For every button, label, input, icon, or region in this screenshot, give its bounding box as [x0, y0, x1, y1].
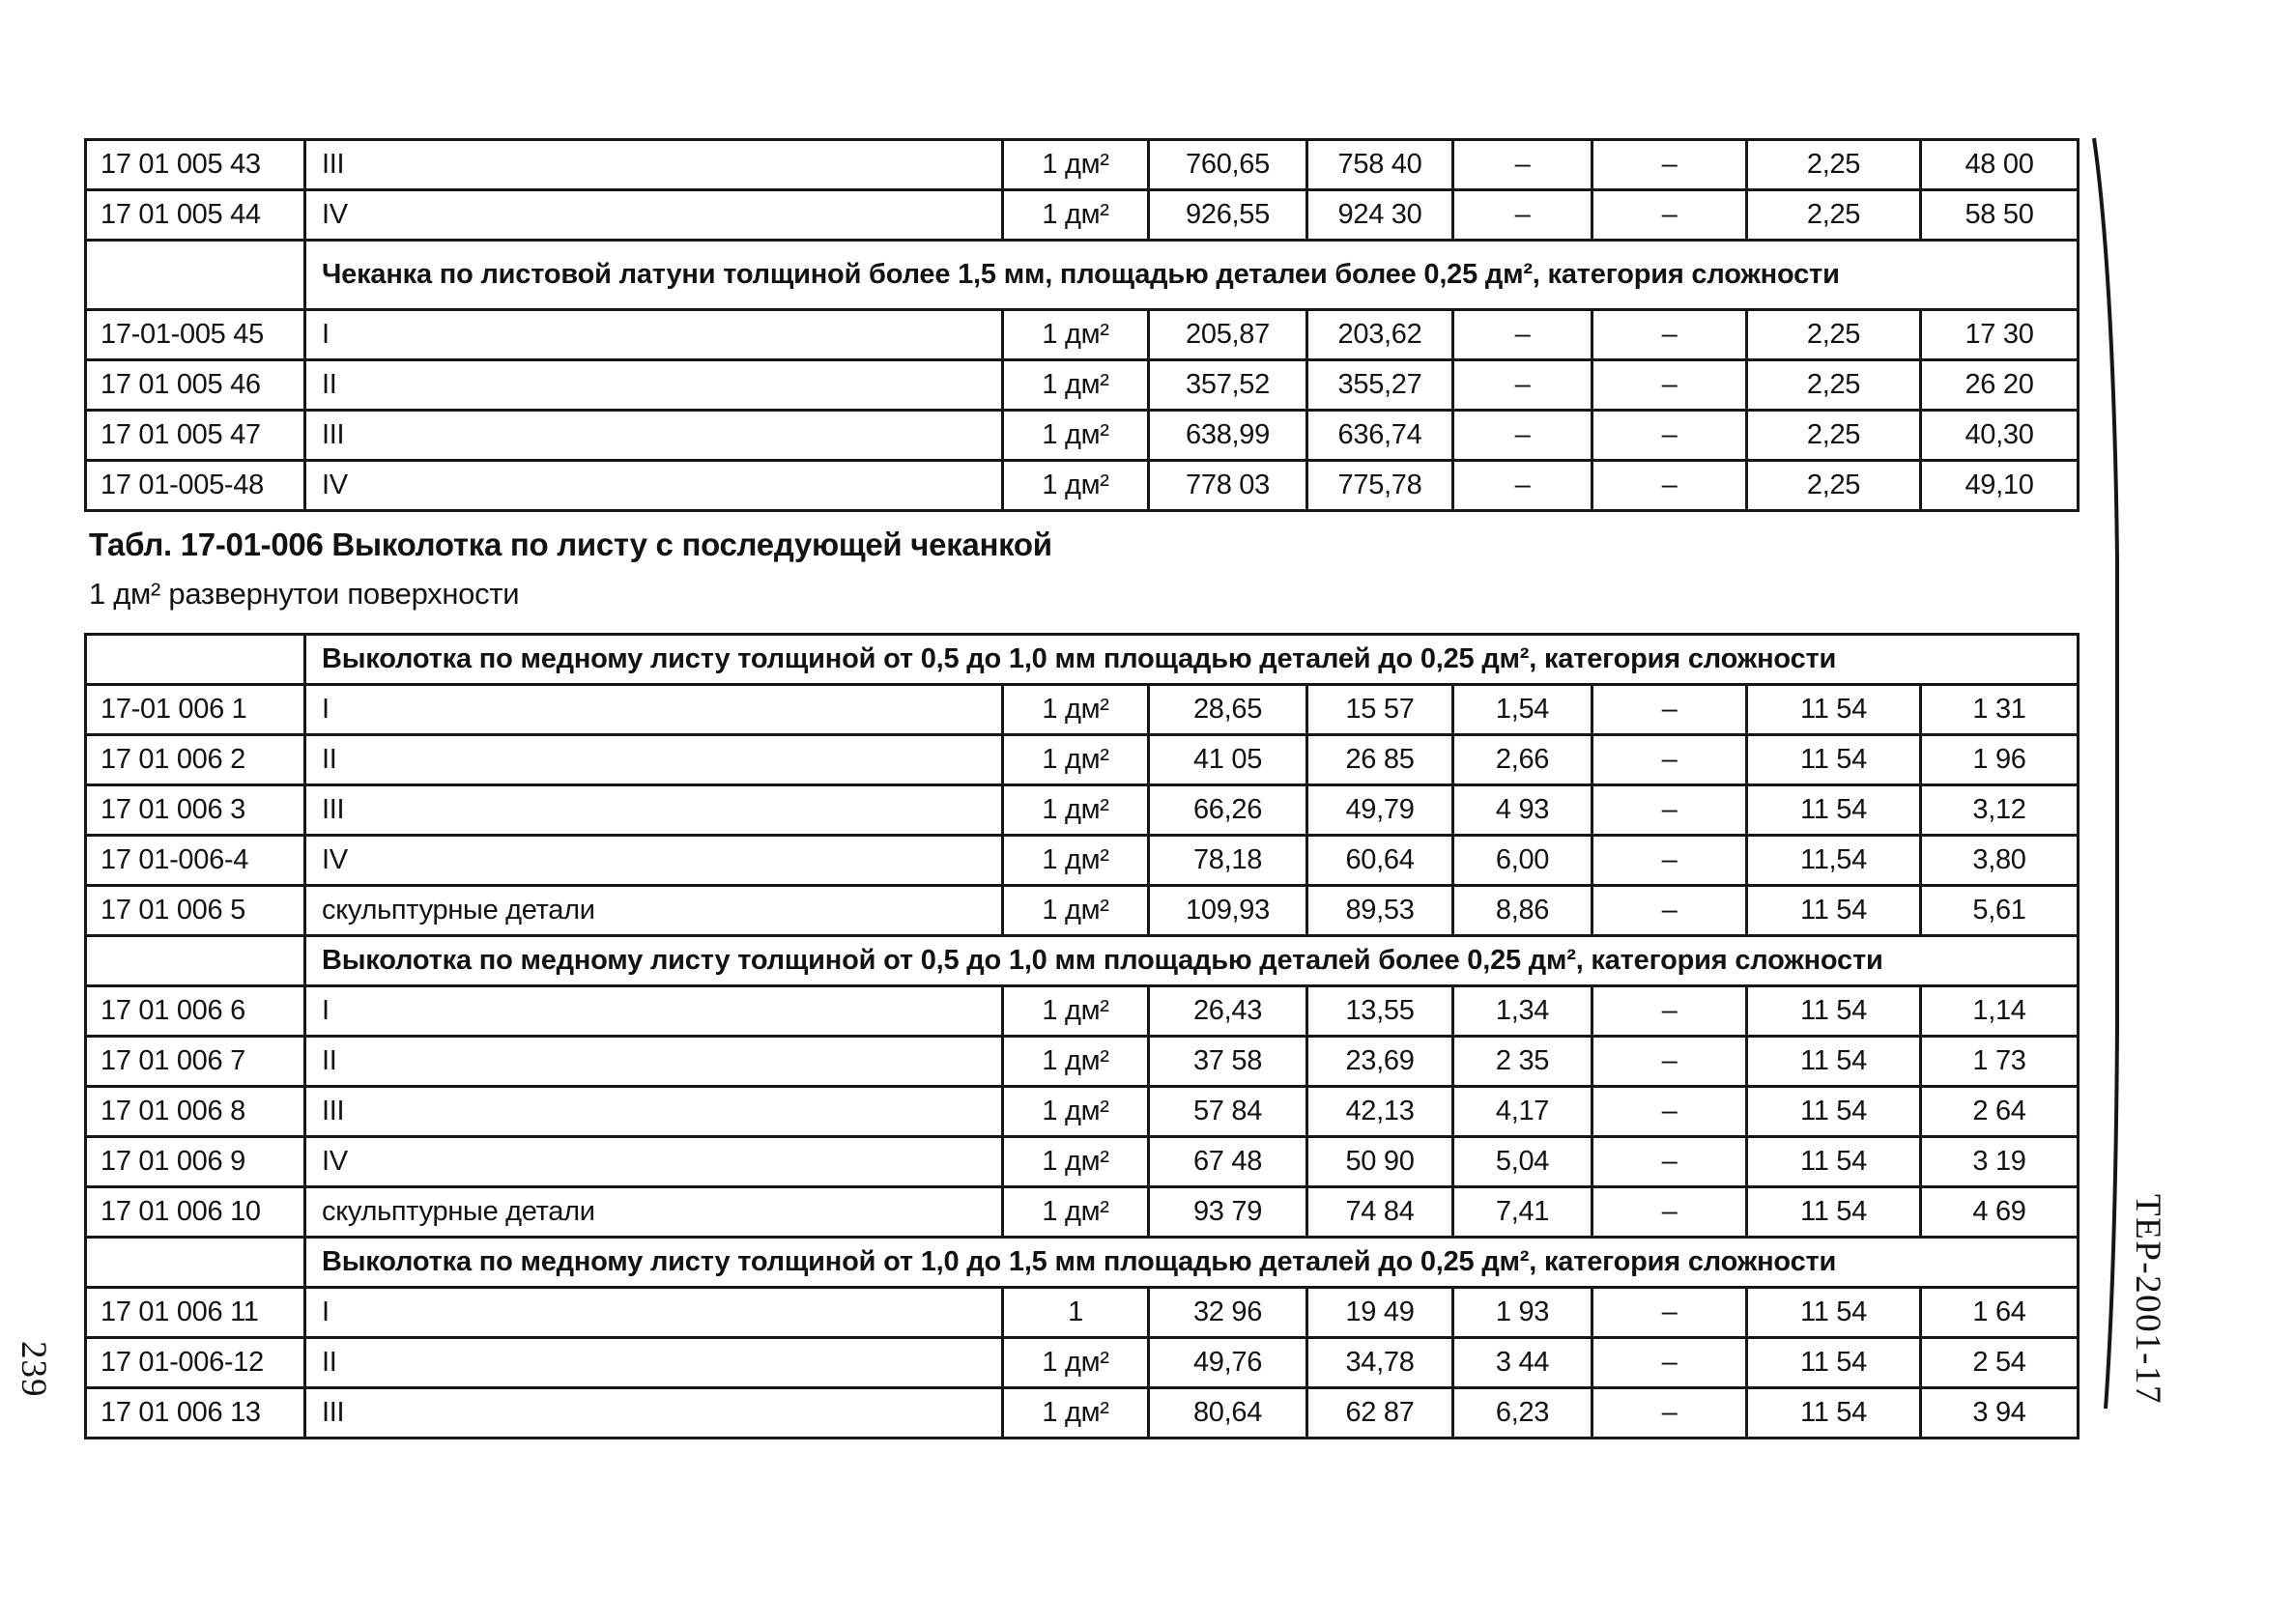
cell-value-2: 924 30 [1308, 191, 1454, 242]
cell-unit: 1 дм² [1004, 1088, 1150, 1138]
cell-description: IV [306, 1138, 1004, 1188]
cell-value-4: – [1593, 361, 1748, 412]
cell-value-5: 11 54 [1748, 1088, 1922, 1138]
cell-value-6: 5,61 [1922, 887, 2080, 937]
cell-value-6: 2 54 [1922, 1339, 2080, 1389]
cell-description: I [306, 1289, 1004, 1339]
cell-unit: 1 дм² [1004, 462, 1150, 512]
cell-code: 17 01 006 6 [87, 987, 306, 1038]
cell-code: 17 01 005 44 [87, 191, 306, 242]
cell-value-5: 2,25 [1748, 412, 1922, 462]
section-header: Выколотка по медному листу толщиной от 0,5 до 1,0 мм площадью деталей до 0,25 дм², категория сложности [306, 636, 2080, 686]
document-code-vertical: ТЕР-2001-17 [2128, 1194, 2167, 1405]
cell-description: IV [306, 191, 1004, 242]
cell-value-5: 11,54 [1748, 837, 1922, 887]
cell-value-3: 4 93 [1454, 786, 1593, 837]
cell-value-3: 3 44 [1454, 1339, 1593, 1389]
cell-value-6: 1 31 [1922, 686, 2080, 736]
cell-value-6: 58 50 [1922, 191, 2080, 242]
rates-table-17-01-006 [84, 633, 2080, 1439]
cell-value-3: – [1454, 141, 1593, 191]
cell-unit: 1 дм² [1004, 987, 1150, 1038]
cell-value-4: – [1593, 1389, 1748, 1439]
cell-value-3: 1,54 [1454, 686, 1593, 736]
cell-description: II [306, 1038, 1004, 1088]
cell-value-1: 28,65 [1150, 686, 1308, 736]
cell-value-6: 1 64 [1922, 1289, 2080, 1339]
cell-description: скульптурные детали [306, 1188, 1004, 1239]
cell-value-5: 11 54 [1748, 736, 1922, 786]
cell-unit: 1 дм² [1004, 736, 1150, 786]
cell-value-4: – [1593, 786, 1748, 837]
cell-description: I [306, 311, 1004, 361]
cell-code: 17 01 005 47 [87, 412, 306, 462]
cell-value-1: 778 03 [1150, 462, 1308, 512]
cell-unit: 1 дм² [1004, 1339, 1150, 1389]
cell-value-6: 49,10 [1922, 462, 2080, 512]
cell-value-5: 11 54 [1748, 1289, 1922, 1339]
cell-value-1: 37 58 [1150, 1038, 1308, 1088]
cell-value-3: 6,23 [1454, 1389, 1593, 1439]
cell-value-6: 26 20 [1922, 361, 2080, 412]
cell-value-1: 205,87 [1150, 311, 1308, 361]
cell-value-2: 89,53 [1308, 887, 1454, 937]
cell-code-empty [87, 636, 306, 686]
cell-value-3: 8,86 [1454, 887, 1593, 937]
cell-value-2: 62 87 [1308, 1389, 1454, 1439]
cell-value-2: 34,78 [1308, 1339, 1454, 1389]
cell-value-6: 48 00 [1922, 141, 2080, 191]
cell-unit: 1 дм² [1004, 361, 1150, 412]
cell-unit: 1 дм² [1004, 141, 1150, 191]
cell-value-6: 3 19 [1922, 1138, 2080, 1188]
cell-unit: 1 дм² [1004, 191, 1150, 242]
cell-description: I [306, 686, 1004, 736]
section-header: Чеканка по листовой латуни толщиной более 1,5 мм, площадью деталеи более 0,25 дм², категория сложности [306, 242, 2080, 311]
cell-value-4: – [1593, 686, 1748, 736]
cell-value-2: 60,64 [1308, 837, 1454, 887]
cell-value-4: – [1593, 987, 1748, 1038]
cell-value-4: – [1593, 1339, 1748, 1389]
cell-description: II [306, 736, 1004, 786]
cell-code: 17 01 006 5 [87, 887, 306, 937]
cell-value-1: 357,52 [1150, 361, 1308, 412]
cell-value-4: – [1593, 141, 1748, 191]
cell-value-5: 11 54 [1748, 1389, 1922, 1439]
cell-unit: 1 дм² [1004, 786, 1150, 837]
cell-value-3: 2 35 [1454, 1038, 1593, 1088]
section-header: Выколотка по медному листу толщиной от 0,5 до 1,0 мм площадью деталей более 0,25 дм², категория сложности [306, 937, 2080, 987]
cell-value-6: 40,30 [1922, 412, 2080, 462]
cell-value-2: 19 49 [1308, 1289, 1454, 1339]
cell-value-3: 4,17 [1454, 1088, 1593, 1138]
cell-value-3: 7,41 [1454, 1188, 1593, 1239]
cell-description: IV [306, 837, 1004, 887]
cell-code: 17 01 006 11 [87, 1289, 306, 1339]
cell-description: III [306, 786, 1004, 837]
cell-value-2: 15 57 [1308, 686, 1454, 736]
cell-value-6: 3,12 [1922, 786, 2080, 837]
cell-description: II [306, 1339, 1004, 1389]
cell-value-3: 5,04 [1454, 1138, 1593, 1188]
cell-code: 17 01 006 3 [87, 786, 306, 837]
cell-value-1: 57 84 [1150, 1088, 1308, 1138]
cell-value-6: 4 69 [1922, 1188, 2080, 1239]
cell-value-2: 355,27 [1308, 361, 1454, 412]
cell-code: 17 01 006 2 [87, 736, 306, 786]
cell-value-4: – [1593, 412, 1748, 462]
cell-value-2: 758 40 [1308, 141, 1454, 191]
cell-value-5: 2,25 [1748, 141, 1922, 191]
cell-value-4: – [1593, 462, 1748, 512]
cell-value-4: – [1593, 1188, 1748, 1239]
cell-code: 17 01 006 8 [87, 1088, 306, 1138]
cell-value-3: 1,34 [1454, 987, 1593, 1038]
cell-value-5: 11 54 [1748, 1038, 1922, 1088]
cell-code: 17 01 006 13 [87, 1389, 306, 1439]
cell-code-empty [87, 937, 306, 987]
cell-description: III [306, 1088, 1004, 1138]
cell-value-4: – [1593, 311, 1748, 361]
cell-value-1: 67 48 [1150, 1138, 1308, 1188]
cell-value-1: 926,55 [1150, 191, 1308, 242]
cell-value-4: – [1593, 736, 1748, 786]
cell-value-6: 17 30 [1922, 311, 2080, 361]
cell-description: III [306, 412, 1004, 462]
cell-value-1: 760,65 [1150, 141, 1308, 191]
cell-value-2: 50 90 [1308, 1138, 1454, 1188]
cell-value-5: 11 54 [1748, 1339, 1922, 1389]
cell-code-empty [87, 1239, 306, 1289]
cell-value-3: – [1454, 412, 1593, 462]
cell-value-2: 23,69 [1308, 1038, 1454, 1088]
cell-value-2: 13,55 [1308, 987, 1454, 1038]
cell-value-6: 1 73 [1922, 1038, 2080, 1088]
cell-unit: 1 дм² [1004, 887, 1150, 937]
cell-value-1: 638,99 [1150, 412, 1308, 462]
cell-code: 17 01 005 46 [87, 361, 306, 412]
cell-value-1: 93 79 [1150, 1188, 1308, 1239]
cell-value-3: – [1454, 191, 1593, 242]
cell-value-5: 11 54 [1748, 786, 1922, 837]
section-header: Выколотка по медному листу толщиной от 1,0 до 1,5 мм площадью деталей до 0,25 дм², категория сложности [306, 1239, 2080, 1289]
cell-value-1: 66,26 [1150, 786, 1308, 837]
cell-value-2: 49,79 [1308, 786, 1454, 837]
cell-code: 17-01-005 45 [87, 311, 306, 361]
cell-value-1: 49,76 [1150, 1339, 1308, 1389]
cell-value-2: 636,74 [1308, 412, 1454, 462]
cell-value-3: 6,00 [1454, 837, 1593, 887]
cell-value-2: 26 85 [1308, 736, 1454, 786]
cell-value-1: 41 05 [1150, 736, 1308, 786]
cell-value-5: 2,25 [1748, 191, 1922, 242]
cell-value-4: – [1593, 191, 1748, 242]
cell-value-5: 11 54 [1748, 1188, 1922, 1239]
cell-value-4: – [1593, 887, 1748, 937]
cell-value-1: 32 96 [1150, 1289, 1308, 1339]
cell-value-1: 109,93 [1150, 887, 1308, 937]
cell-unit: 1 дм² [1004, 311, 1150, 361]
cell-code: 17 01 005 43 [87, 141, 306, 191]
cell-code-empty [87, 242, 306, 311]
cell-unit: 1 [1004, 1289, 1150, 1339]
cell-value-4: – [1593, 1038, 1748, 1088]
cell-value-4: – [1593, 1138, 1748, 1188]
cell-value-3: – [1454, 462, 1593, 512]
cell-value-5: 11 54 [1748, 987, 1922, 1038]
cell-code: 17 01-006-12 [87, 1339, 306, 1389]
cell-value-3: 1 93 [1454, 1289, 1593, 1339]
cell-value-2: 775,78 [1308, 462, 1454, 512]
cell-unit: 1 дм² [1004, 1038, 1150, 1088]
cell-description: I [306, 987, 1004, 1038]
cell-value-2: 203,62 [1308, 311, 1454, 361]
cell-value-3: – [1454, 361, 1593, 412]
cell-description: IV [306, 462, 1004, 512]
cell-value-6: 1,14 [1922, 987, 2080, 1038]
cell-value-6: 3 94 [1922, 1389, 2080, 1439]
cell-value-1: 80,64 [1150, 1389, 1308, 1439]
cell-code: 17 01 006 7 [87, 1038, 306, 1088]
cell-value-6: 2 64 [1922, 1088, 2080, 1138]
cell-code: 17 01 006 9 [87, 1138, 306, 1188]
cell-value-5: 11 54 [1748, 887, 1922, 937]
cell-code: 17 01-005-48 [87, 462, 306, 512]
cell-value-2: 74 84 [1308, 1188, 1454, 1239]
cell-value-1: 78,18 [1150, 837, 1308, 887]
cell-unit: 1 дм² [1004, 1188, 1150, 1239]
cell-value-6: 3,80 [1922, 837, 2080, 887]
cell-value-5: 2,25 [1748, 361, 1922, 412]
cell-value-5: 2,25 [1748, 311, 1922, 361]
cell-description: III [306, 141, 1004, 191]
cell-value-2: 42,13 [1308, 1088, 1454, 1138]
table-caption-subtitle: 1 дм² развернутои поверхности [89, 577, 520, 611]
cell-description: скульптурные детали [306, 887, 1004, 937]
cell-unit: 1 дм² [1004, 686, 1150, 736]
cell-unit: 1 дм² [1004, 1138, 1150, 1188]
cell-value-5: 11 54 [1748, 1138, 1922, 1188]
cell-value-3: 2,66 [1454, 736, 1593, 786]
cell-value-6: 1 96 [1922, 736, 2080, 786]
page-number: 239 [14, 1341, 53, 1398]
cell-code: 17-01 006 1 [87, 686, 306, 736]
cell-code: 17 01 006 10 [87, 1188, 306, 1239]
cell-value-3: – [1454, 311, 1593, 361]
cell-code: 17 01-006-4 [87, 837, 306, 887]
cell-description: II [306, 361, 1004, 412]
cell-description: III [306, 1389, 1004, 1439]
cell-value-4: – [1593, 1289, 1748, 1339]
cell-value-1: 26,43 [1150, 987, 1308, 1038]
cell-value-5: 11 54 [1748, 686, 1922, 736]
cell-value-5: 2,25 [1748, 462, 1922, 512]
cell-unit: 1 дм² [1004, 412, 1150, 462]
cell-unit: 1 дм² [1004, 1389, 1150, 1439]
table-caption-title: Табл. 17-01-006 Выколотка по листу с последующей чеканкой [89, 527, 1052, 562]
rates-table-17-01-005 [84, 138, 2080, 512]
cell-value-4: – [1593, 837, 1748, 887]
cell-unit: 1 дм² [1004, 837, 1150, 887]
cell-value-4: – [1593, 1088, 1748, 1138]
